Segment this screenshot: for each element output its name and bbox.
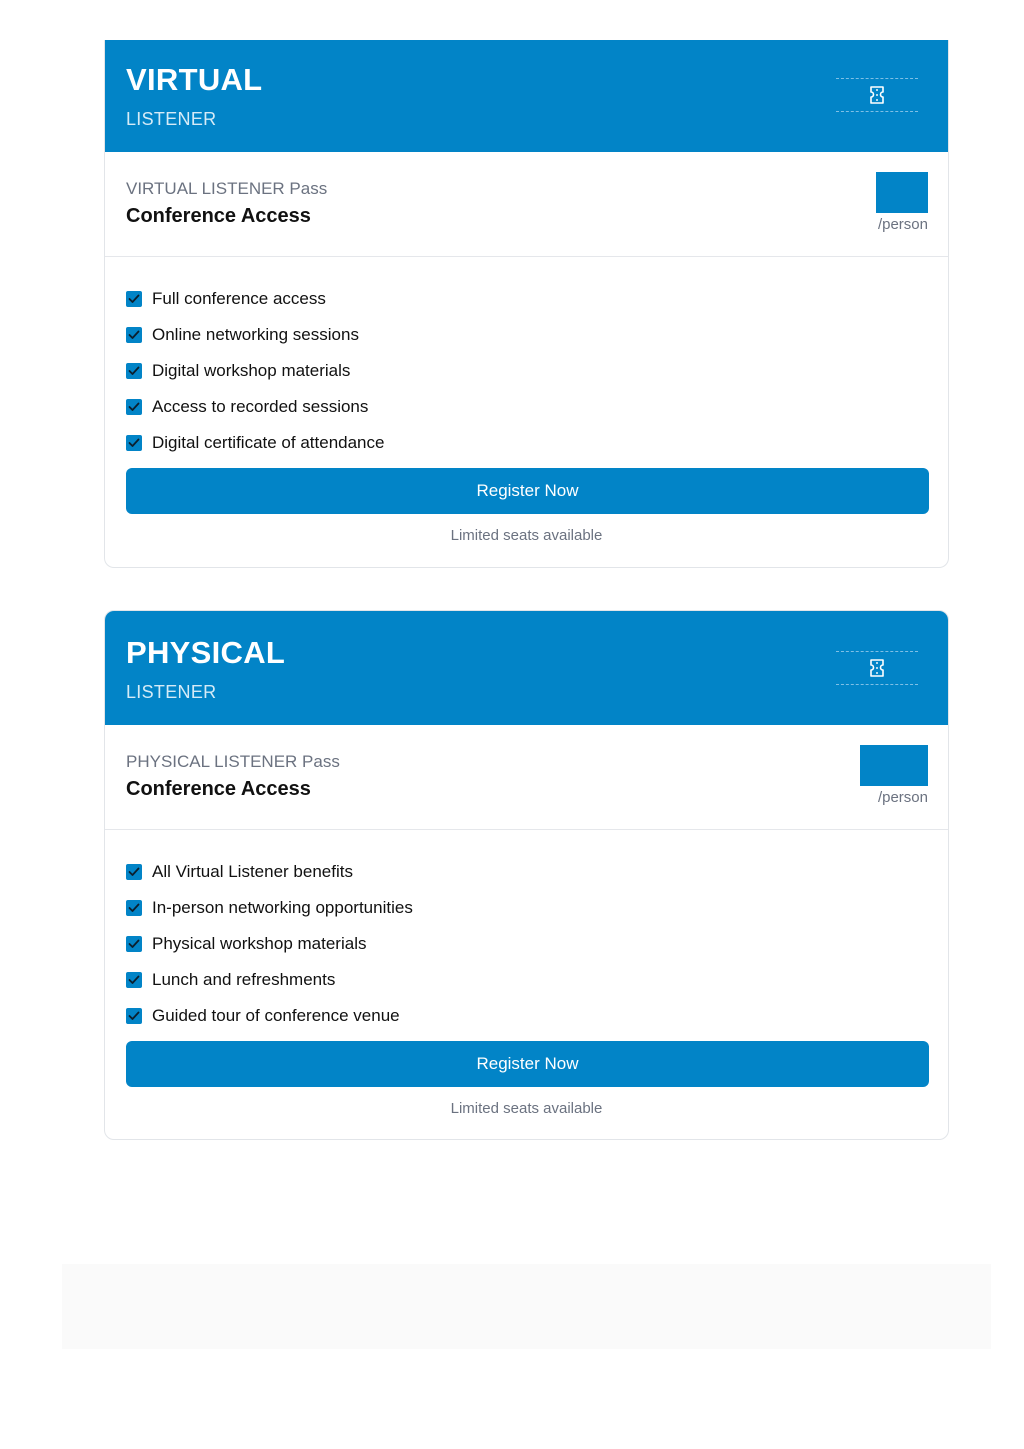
pass-details [105,725,948,830]
pass-access-label: Conference Access [126,778,311,800]
feature-text: Online networking sessions [152,325,359,344]
price-placeholder [860,745,928,786]
pricing-card-physical [104,610,949,1140]
price-unit: /person [877,789,928,806]
pass-name: PHYSICAL LISTENER Pass [126,752,340,771]
card-header [105,611,948,725]
register-now-button[interactable]: Register Now [126,1041,929,1087]
feature-text: Full conference access [152,289,326,308]
feature-list [105,257,948,461]
feature-item [126,926,948,962]
checkbox-checked-icon [126,399,142,415]
tier-subtitle: LISTENER [126,682,217,702]
ticket-badge [836,78,918,112]
checkbox-checked-icon [126,435,142,451]
feature-list [105,830,948,1034]
card-header [105,40,948,152]
pass-access-label: Conference Access [126,205,311,227]
pricing-card-virtual [104,40,949,568]
feature-item [126,854,948,890]
limited-seats-note: Limited seats available [450,1100,603,1117]
checkbox-checked-icon [126,363,142,379]
checkbox-checked-icon [126,291,142,307]
tier-title: PHYSICAL [126,635,286,670]
checkbox-checked-icon [126,327,142,343]
ticket-icon [869,659,885,677]
checkbox-checked-icon [126,864,142,880]
feature-item [126,962,948,998]
feature-item [126,281,948,317]
footer-placeholder [62,1264,991,1349]
pass-name: VIRTUAL LISTENER Pass [126,179,328,198]
register-now-button[interactable]: Register Now [126,468,929,514]
feature-item [126,389,948,425]
feature-text: All Virtual Listener benefits [152,862,353,881]
feature-text: Access to recorded sessions [152,397,369,416]
ticket-badge [836,651,918,685]
feature-item [126,317,948,353]
checkbox-checked-icon [126,1008,142,1024]
tier-subtitle: LISTENER [126,109,217,129]
tier-title: VIRTUAL [126,62,263,97]
ticket-icon [869,86,885,104]
checkbox-checked-icon [126,936,142,952]
feature-item [126,425,948,461]
feature-text: Digital certificate of attendance [152,433,385,452]
feature-item [126,353,948,389]
feature-text: Guided tour of conference venue [152,1006,400,1025]
checkbox-checked-icon [126,972,142,988]
feature-item [126,998,948,1034]
feature-text: In-person networking opportunities [152,898,413,917]
feature-item [126,890,948,926]
price-placeholder [876,172,928,213]
pass-details [105,152,948,257]
limited-seats-note: Limited seats available [450,527,603,544]
checkbox-checked-icon [126,900,142,916]
feature-text: Physical workshop materials [152,934,367,953]
feature-text: Lunch and refreshments [152,970,336,989]
feature-text: Digital workshop materials [152,361,351,380]
price-unit: /person [877,216,928,233]
